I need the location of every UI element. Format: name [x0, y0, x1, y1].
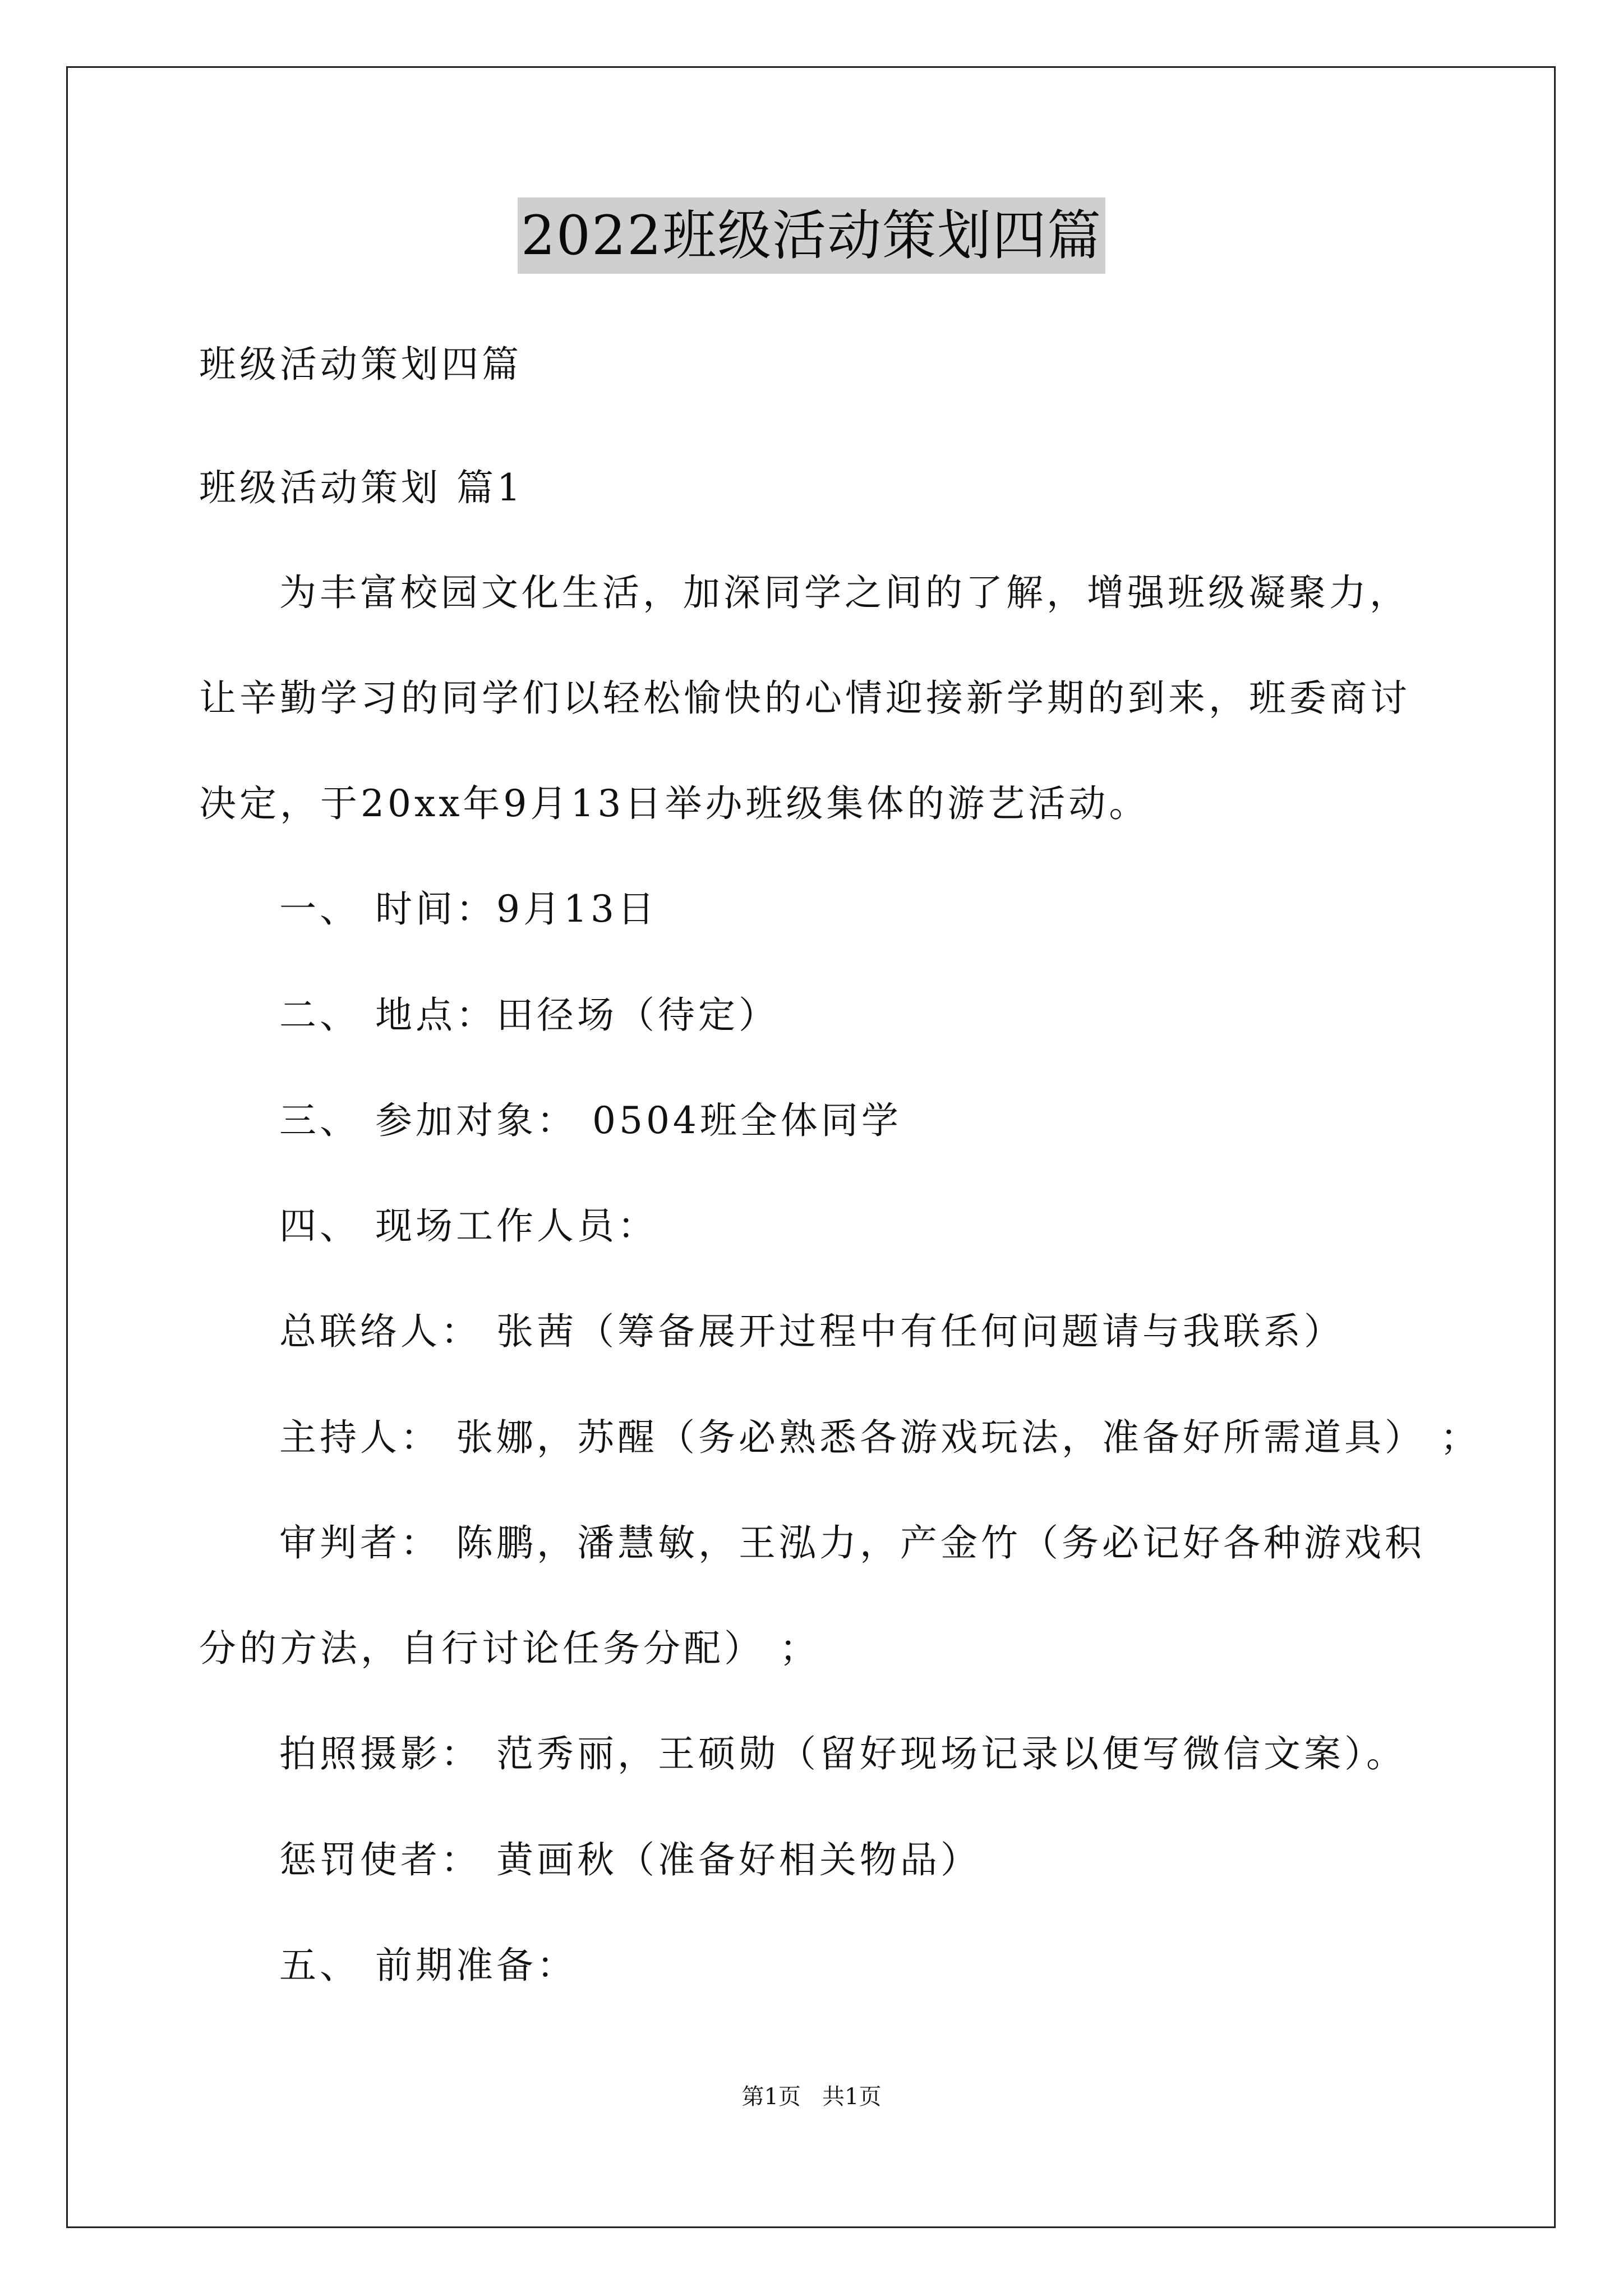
- subtitle-line: 班级活动策划四篇: [199, 343, 522, 386]
- staff-line: 惩罚使者： 黄画秋（准备好相关物品）: [279, 1838, 981, 1881]
- staff-line: 拍照摄影： 范秀丽，王硕勋（留好现场记录以便写微信文案）。: [279, 1732, 1407, 1775]
- list-item: 三、 参加对象： 0504班全体同学: [279, 1099, 902, 1142]
- paragraph-line: 让辛勤学习的同学们以轻松愉快的心情迎接新学期的到来，班委商讨: [199, 677, 1410, 720]
- title-container: [0, 197, 1623, 274]
- list-item: 四、 现场工作人员：: [279, 1204, 658, 1248]
- list-item: 一、 时间：9月13日: [279, 887, 658, 931]
- page-footer: 第1页 共1页: [741, 2084, 882, 2110]
- section-heading: 班级活动策划 篇1: [199, 466, 524, 509]
- paragraph-line: 为丰富校园文化生活，加深同学之间的了解，增强班级凝聚力，: [279, 571, 1410, 614]
- list-item: 二、 地点：田径场（待定）: [279, 993, 779, 1037]
- document-title: 2022班级活动策划四篇: [518, 197, 1105, 274]
- staff-line: 分的方法，自行讨论任务分配） ；: [199, 1627, 820, 1670]
- paragraph-line: 决定，于20xx年9月13日举办班级集体的游艺活动。: [199, 782, 1150, 825]
- list-item: 五、 前期准备：: [279, 1944, 577, 1987]
- staff-line: 审判者： 陈鹏，潘慧敏，王泓力，产金竹（务必记好各种游戏积: [279, 1521, 1425, 1565]
- page-border: [66, 66, 1556, 2228]
- staff-line: 总联络人： 张茜（筹备展开过程中有任何问题请与我联系）: [279, 1310, 1344, 1353]
- staff-line: 主持人： 张娜，苏醒（务必熟悉各游戏玩法，准备好所需道具） ；: [279, 1416, 1481, 1459]
